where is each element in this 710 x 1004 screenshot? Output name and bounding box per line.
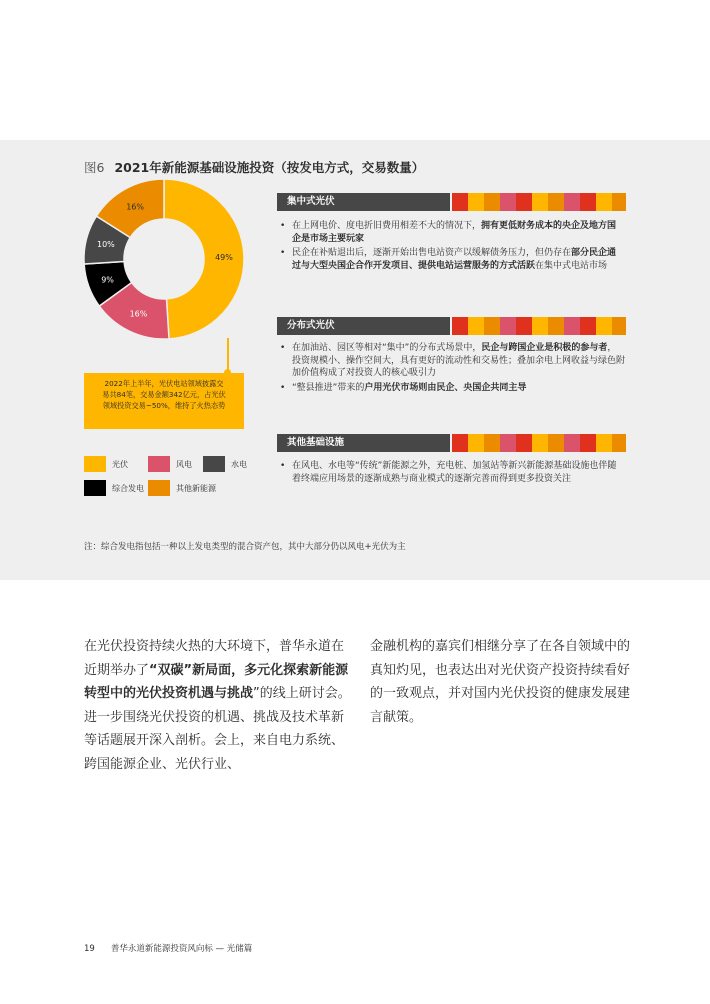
callout-line-1: 2022年上半年，光伏电站领域披露交 (104, 379, 224, 388)
legend-item-hybrid (84, 480, 144, 496)
donut-label-hybrid: 9% (101, 275, 114, 285)
callout-connector (227, 338, 229, 372)
legend-label-other: 其他新能源 (176, 483, 216, 493)
section-header-distributed (277, 317, 626, 335)
bullets-centralized (280, 220, 625, 274)
body-column-left: 在光伏投资持续火热的大环境下，普华永道在近期举办了“双碳”新局面，多元化探索新能源转型中的光伏投资机遇与挑战”的线上研讨会。进一步围绕光伏投资的机遇、挑战及技术革新等话题展开深入剖析。会上，来自电力系统、跨国能源企业、光伏行业、 (84, 639, 351, 772)
legend-swatch-hydro (203, 456, 225, 472)
legend-item-solar (84, 456, 128, 472)
section-title-distributed: 分布式光伏 (277, 317, 450, 335)
chart-legend (84, 456, 284, 506)
donut-label-hydro: 10% (96, 240, 115, 250)
legend-swatch-wind (148, 456, 170, 472)
section-header-centralized (277, 193, 626, 211)
legend-swatch-other (148, 480, 170, 496)
donut-label-wind: 16% (129, 309, 148, 319)
bullet-centralized-2: • 民企在补贴退出后，逐渐开始出售电站资产以缓解债务压力，但仍存在部分民企通过与大型央国企合作开发项目、提供电站运营服务的方式活跃在集中式电站市场 (280, 247, 625, 272)
bullet-distributed-1: • 在加油站、园区等相对“集中”的分布式场景中，民企与跨国企业是积极的参与者，投资规模小、操作空间大，具有更好的流动性和交易性；叠加余电上网收益与绿色附加价值构成了对投资人的核心吸引力 (280, 342, 625, 380)
footer-title: 普华永道新能源投资风向标 — 光储篇 (110, 944, 253, 954)
legend-label-hybrid: 综合发电 (112, 483, 144, 493)
bullet-other-1: • 在风电、水电等“传统”新能源之外，充电桩、加氢站等新兴新能源基础设施也伴随着终端应用场景的逐渐成熟与商业模式的逐渐完善而得到更多投资关注 (280, 460, 625, 485)
section-pattern-other (452, 434, 626, 452)
bullets-other (280, 460, 625, 487)
callout-line-3: 领域投资交易~50%，维持了火热态势 (102, 401, 226, 410)
figure-note: 注：综合发电指包括一种以上发电类型的混合资产包，其中大部分仍以风电+光伏为主 (84, 542, 406, 552)
legend-label-hydro: 水电 (231, 459, 247, 469)
callout-line-2: 易共84笔，交易金额342亿元，占光伏 (102, 390, 226, 399)
legend-item-wind (148, 456, 192, 472)
legend-swatch-hybrid (84, 480, 106, 496)
legend-label-wind: 风电 (176, 459, 192, 469)
bullet-distributed-2: • “整县推进”带来的户用光伏市场则由民企、央国企共同主导 (280, 382, 625, 395)
page-footer (84, 942, 252, 954)
section-header-other (277, 434, 626, 452)
donut-chart (84, 172, 244, 347)
body-column-right: 金融机构的嘉宾们相继分享了在各自领域中的真知灼见，也表达出对光伏资产投资持续看好的一致观点，并对国内光伏投资的健康发展建言献策。 (370, 639, 631, 725)
figure-number: 图6 (84, 160, 105, 175)
legend-item-hydro (203, 456, 247, 472)
donut-label-other: 16% (126, 202, 144, 212)
legend-item-other (148, 480, 216, 496)
donut-label-solar: 49% (215, 253, 233, 263)
legend-swatch-solar (84, 456, 106, 472)
legend-label-solar: 光伏 (112, 459, 128, 469)
page-number: 19 (84, 944, 95, 954)
callout-box (84, 373, 244, 429)
section-pattern-distributed (452, 317, 626, 335)
figure-title-text: 2021年新能源基础设施投资（按发电方式，交易数量） (114, 160, 425, 175)
section-pattern-centralized (452, 193, 626, 211)
bullet-centralized-1: • 在上网电价、度电折旧费用相差不大的情况下，拥有更低财务成本的央企及地方国企是市场主要玩家 (280, 220, 625, 245)
bullets-distributed (280, 342, 625, 396)
section-title-centralized: 集中式光伏 (277, 193, 450, 211)
section-title-other: 其他基础设施 (277, 434, 450, 452)
